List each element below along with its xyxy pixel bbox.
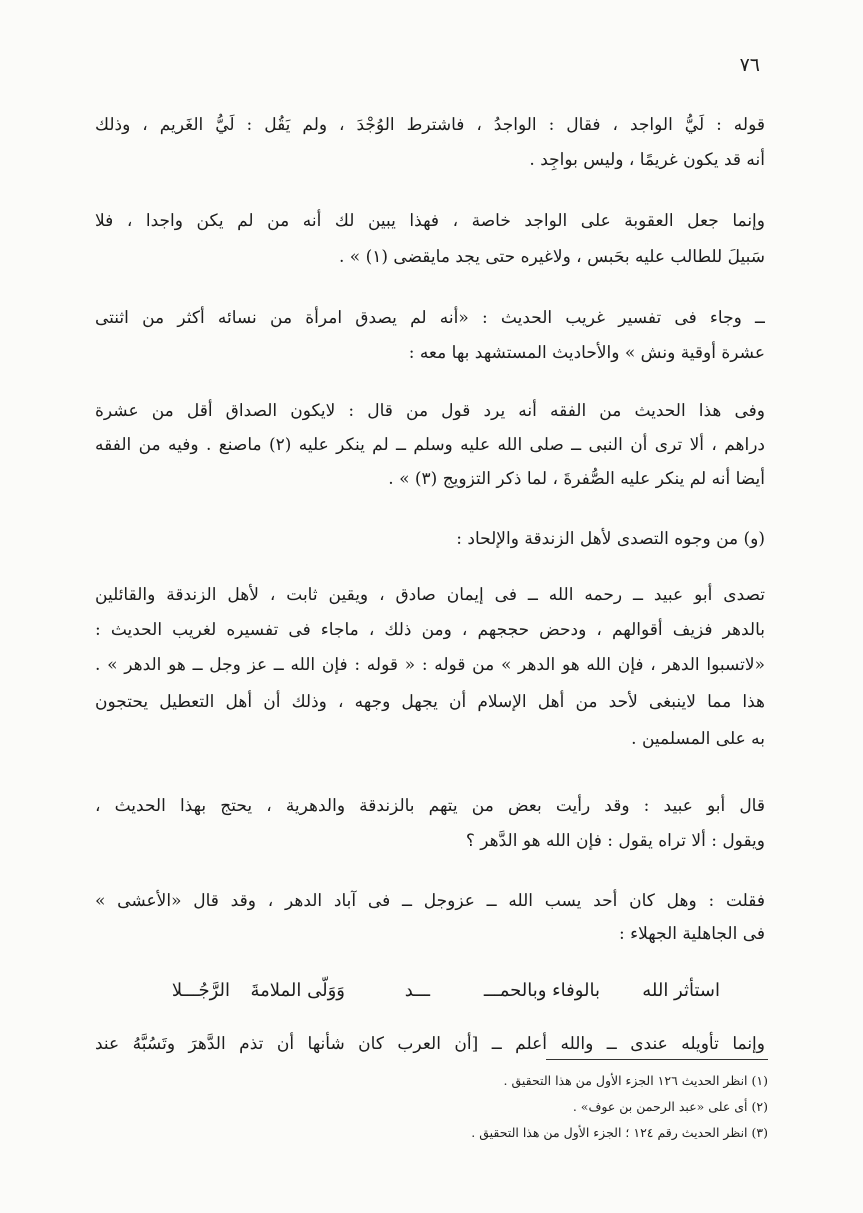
text-line: عشرة أوقية ونش » والأحاديث المستشهد بها معه : (408, 343, 765, 363)
text-line: تصدى أبو عبيد ــ رحمه الله ــ فى إيمان صادق ، ويقين ثابت ، لأهل الزندقة والقائلين (95, 585, 765, 605)
footnote: (١) انظر الحديث ١٢٦ الجزء الأول من هذا التحقيق . (503, 1073, 768, 1088)
text-line: قوله : لَيُّ الواجد ، فقال : الواجدُ ، فاشترط الوُجْدَ ، ولم يَقُل : لَيُّ الغَريم ، وذلك (95, 115, 765, 135)
verse-part: وَوَلّى الملامةَ (250, 980, 345, 1001)
text-line: أنه قد يكون غريمًا ، وليس بواجِد . (529, 150, 765, 170)
verse-part: الرَّجُـــلا (171, 980, 230, 1001)
verse-part: ـــد (404, 980, 430, 1001)
text-line: وإنما جعل العقوبة على الواجد خاصة ، فهذا يبين لك أنه من لم يكن واجدا ، فلا (95, 211, 765, 231)
text-line: «لاتسبوا الدهر ، فإن الله هو الدهر » من قوله : « قوله : فإن الله ــ عز وجل ــ هو الدهر » . (95, 655, 765, 675)
section-heading: (و) من وجوه التصدى لأهل الزندقة والإلحاد : (456, 529, 765, 549)
text-line: أيضا أنه لم ينكر عليه الصُّفرةَ ، لما ذكر التزويج (٣) » . (388, 469, 765, 489)
text-line: سَبيلَ للطالب عليه بحَبس ، ولاغيره حتى يجد مايقضى (١) » . (338, 247, 765, 267)
text-line: وإنما تأويله عندى ــ والله أعلم ــ [أن العرب كان شأنها أن تذم الدَّهرَ وتَسُبَّهُ عند (95, 1034, 765, 1054)
footnote-separator (546, 1059, 768, 1060)
text-line: فقلت : وهل كان أحد يسب الله ــ عزوجل ــ فى آباد الدهر ، وقد قال «الأعشى » (95, 891, 765, 911)
text-line: فى الجاهلية الجهلاء : (619, 924, 765, 944)
page-number: ٧٦ (739, 54, 760, 76)
text-line: ويقول : ألا تراه يقول : فإن الله هو الدَّهر ؟ (465, 831, 765, 851)
text-line: بالدهر فزيف أقوالهم ، ودحض حججهم ، ومن ذلك ، ماجاء فى تفسيره لغريب الحديث : (95, 620, 765, 640)
footnote: (٣) انظر الحديث رقم ١٢٤ ؛ الجزء الأول من هذا التحقيق . (471, 1125, 768, 1140)
text-line: به على المسلمين . (631, 729, 765, 749)
text-line: قال أبو عبيد : وقد رأيت بعض من يتهم بالزندقة والدهرية ، يحتج بهذا الحديث ، (95, 796, 765, 816)
text-line: ــ وجاء فى تفسير غريب الحديث : «أنه لم يصدق امرأة من نسائه أكثر من اثنتى (95, 308, 765, 328)
footnote: (٢) أى على «عبد الرحمن بن عوف» . (572, 1099, 768, 1114)
verse-part: استأثر الله (642, 980, 720, 1001)
text-line: وفى هذا الحديث من الفقه أنه يرد قول من قال : لايكون الصداق أقل من عشرة (95, 401, 765, 421)
text-line: هذا مما لاينبغى لأحد من أهل الإسلام أن يجهل وجهه ، وذلك أن أهل التعطيل يحتجون (95, 692, 765, 712)
verse-part: بالوفاء وبالحمـــ (483, 980, 600, 1001)
text-line: دراهم ، ألا ترى أن النبى ــ صلى الله عليه وسلم ــ لم ينكر عليه (٢) ماصنع . وفيه من الفقه (95, 435, 765, 455)
